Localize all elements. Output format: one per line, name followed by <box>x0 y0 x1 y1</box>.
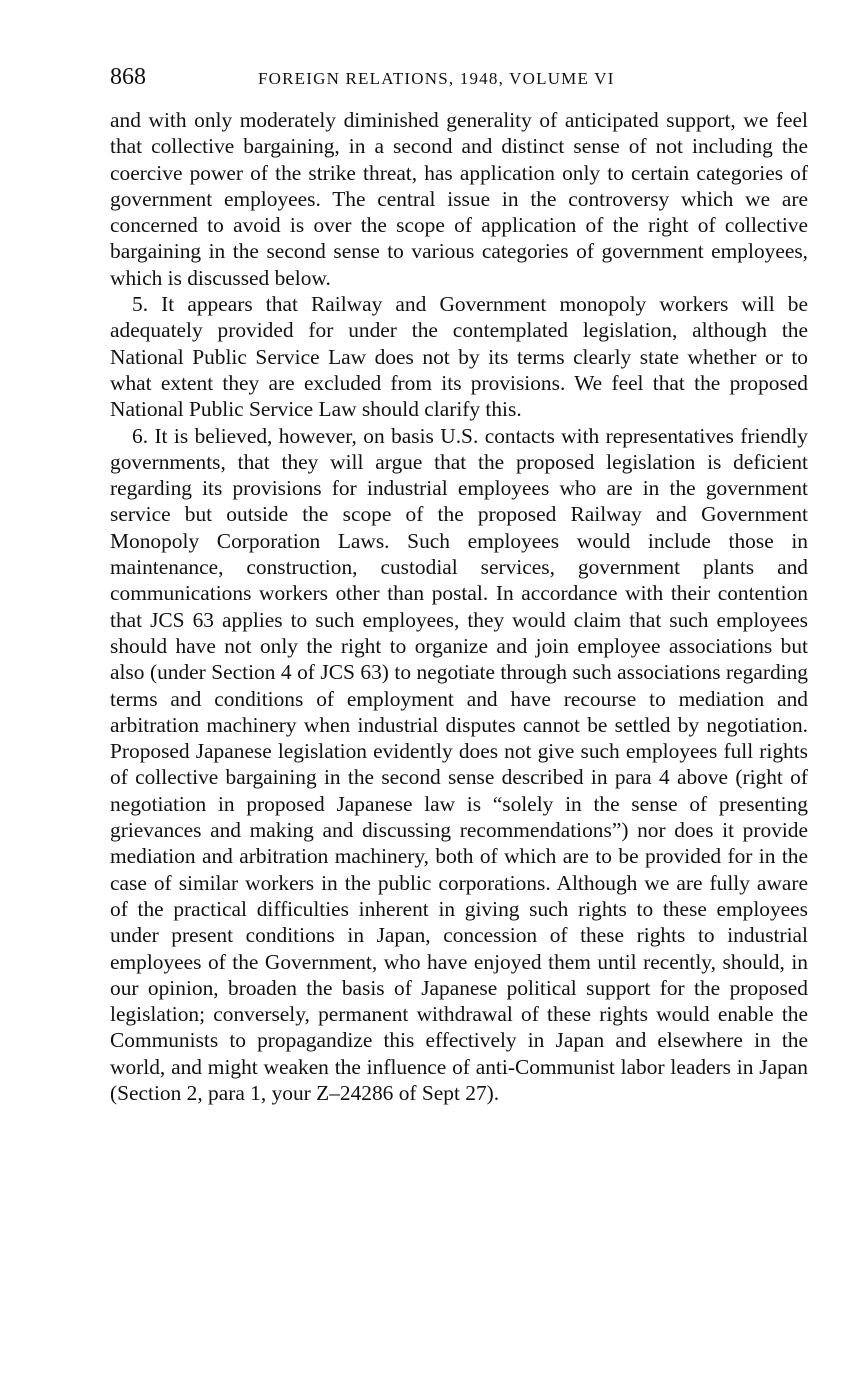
running-header <box>110 56 808 90</box>
document-body <box>110 107 808 1106</box>
paragraph-continuation: and with only moderately diminished generality of anticipated support, we feel that collective bargaining, in a second and distinct sense of not including the coercive power of the strike threat, has application only to certain categories of government employees. The central issue in the controversy which we are concerned to avoid is over the scope of application of the right of collective bargaining in the second sense to various categories of government employees, which is discussed below. <box>110 108 808 290</box>
paragraph-5: 5. It appears that Railway and Government monopoly workers will be adequately provided for under the contemplated legislation, although the National Public Service Law does not by its terms clearly state whether or to what extent they are excluded from its provisions. We feel that the proposed National Public Service Law should clarify this. <box>110 292 808 422</box>
document-page <box>110 56 808 1106</box>
page-number: 868 <box>110 64 146 90</box>
paragraph-6: 6. It is believed, however, on basis U.S. contacts with representatives friendly governments, that they will argue that the proposed legislation is deficient regarding its provisions for industrial employees who are in the government service but outside the scope of the proposed Railway and Government Monopoly Corporation Laws. Such employees would include those in maintenance, construction, custodial services, government plants and communications workers other than postal. In accordance with their contention that JCS 63 applies to such employees, they would claim that such employees should have not only the right to organize and join employee associations but also (under Section 4 of JCS 63) to negotiate through such associations regarding terms and conditions of employment and have recourse to mediation and arbitration machinery when industrial disputes cannot be settled by negotiation. Proposed Japanese legislation evidently does not give such employees full rights of collective bargaining in the second sense described in para 4 above (right of negotiation in proposed Japanese law is “solely in the sense of presenting grievances and making and discussing recommendations”) nor does it provide mediation and arbitration machinery, both of which are to be provided for in the case of similar workers in the public corporations. Although we are fully aware of the practical difficulties inherent in giving such rights to these employees under present conditions in Japan, concession of these rights to industrial employees of the Government, who have enjoyed them until recently, should, in our opinion, broaden the basis of Japanese political support for the proposed legislation; conversely, permanent withdrawal of these rights would enable the Communists to propagandize this effectively in Japan and elsewhere in the world, and might weaken the influence of anti-Communist labor leaders in Japan (Section 2, para 1, your Z–24286 of Sept 27). <box>110 423 808 1105</box>
running-title: FOREIGN RELATIONS, 1948, VOLUME VI <box>258 69 615 88</box>
